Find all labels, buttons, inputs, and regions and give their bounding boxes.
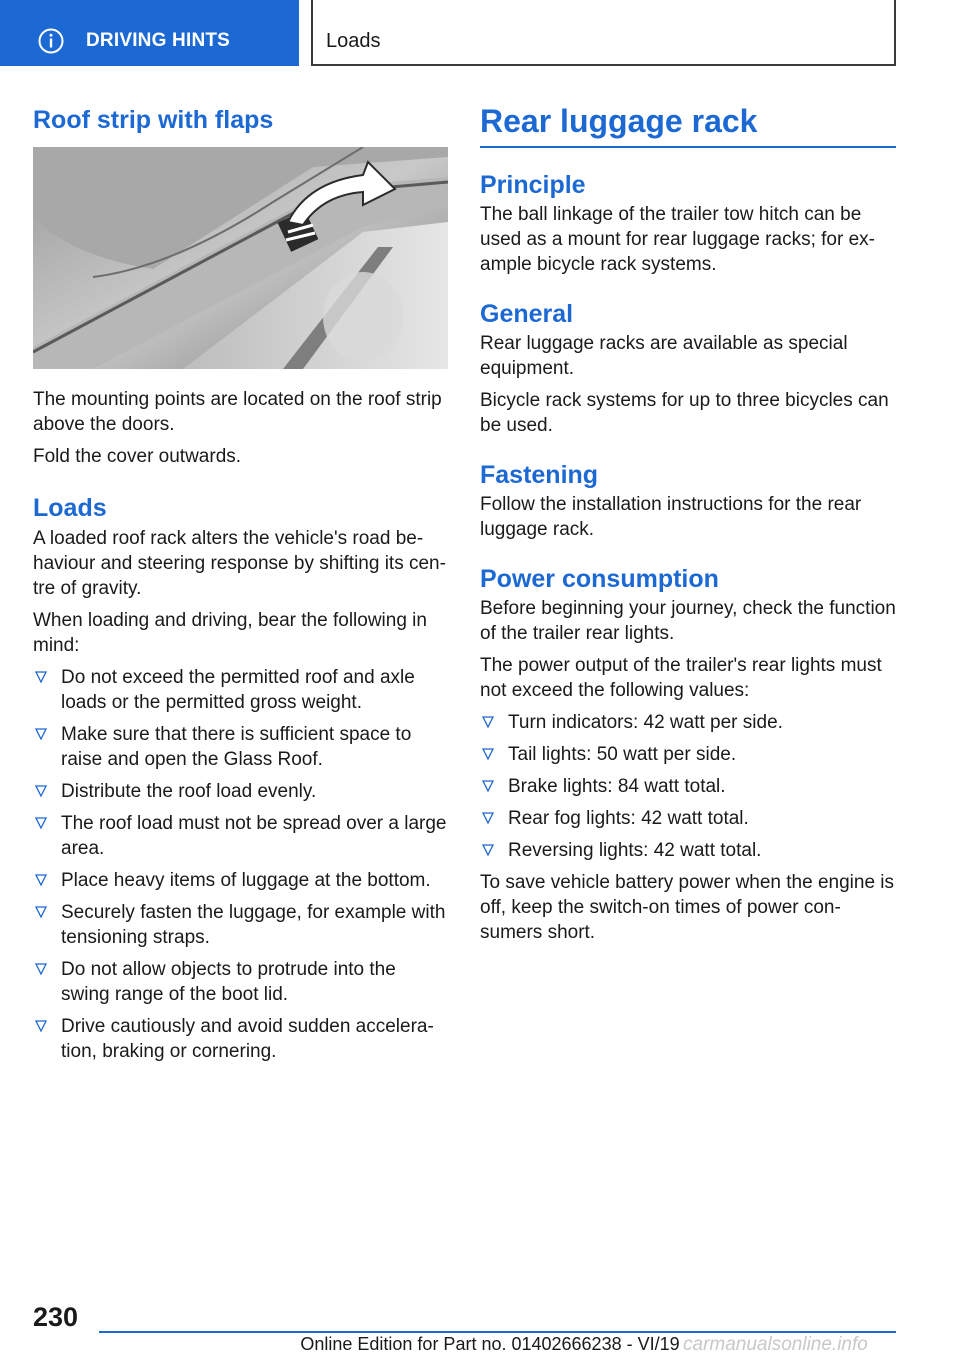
list-item: Securely fasten the luggage, for example with tensioning straps. [33, 900, 448, 950]
triangle-bullet-icon [35, 817, 47, 829]
footer-divider [99, 1331, 896, 1333]
list-item: Rear fog lights: 42 watt total. [480, 806, 896, 831]
triangle-bullet-icon [35, 728, 47, 740]
chapter-box [311, 0, 896, 66]
power-para-1: Before beginning your journey, check the function of the trailer rear lights. [480, 598, 896, 645]
triangle-bullet-icon [482, 716, 494, 728]
triangle-bullet-icon [482, 844, 494, 856]
page-number: 230 [33, 1302, 79, 1332]
fastening-para: Follow the installation instructions for the rear luggage rack. [480, 494, 862, 541]
loads-para-1: A loaded roof rack alters the vehicle's road behaviour and steering response by shifting its centre of gravity. [33, 528, 446, 599]
section-label: DRIVING HINTS [86, 30, 231, 51]
list-item: The roof load must not be spread over a large area. [33, 811, 448, 861]
list-item: Turn indicators: 42 watt per side. [480, 710, 896, 735]
section-tab[interactable] [0, 0, 299, 66]
list-item: Tail lights: 50 watt per side. [480, 742, 896, 767]
power-para-2: The power output of the trailer's rear lights must not exceed the following values: [480, 655, 882, 702]
list-item: Distribute the roof load evenly. [33, 779, 448, 804]
info-icon [38, 28, 64, 54]
general-para-2: Bicycle rack systems for up to three bicycles can be used. [480, 390, 889, 437]
fastening-heading: Fastening [480, 461, 599, 490]
list-item: Brake lights: 84 watt total. [480, 774, 896, 799]
page-header [0, 0, 960, 66]
list-item: Drive cautiously and avoid sudden acceleration, braking or cornering. [33, 1014, 448, 1064]
edition-footer: Online Edition for Part no. 01402666238 - VI/19 [300, 1334, 680, 1354]
loads-bullet-list [33, 665, 448, 1064]
roof-strip-para-1: The mounting points are located on the roof strip above the doors. [33, 389, 442, 435]
list-item: Reversing lights: 42 watt total. [480, 838, 896, 863]
watermark: carmanualsonline.info [683, 1334, 868, 1355]
triangle-bullet-icon [35, 906, 47, 918]
triangle-bullet-icon [482, 748, 494, 760]
general-para-1: Rear luggage racks are available as special equipment. [480, 333, 848, 380]
right-column [480, 100, 896, 945]
list-item: Do not exceed the permitted roof and axle loads or the permitted gross weight. [33, 665, 448, 715]
roof-strip-photo [33, 147, 448, 369]
triangle-bullet-icon [482, 780, 494, 792]
triangle-bullet-icon [35, 671, 47, 683]
general-heading: General [480, 300, 574, 329]
roof-strip-heading: Roof strip with flaps [33, 106, 274, 134]
triangle-bullet-icon [35, 874, 47, 886]
roof-strip-para-2: Fold the cover outwards. [33, 446, 242, 467]
chapter-label: Loads [326, 30, 381, 52]
triangle-bullet-icon [35, 1020, 47, 1032]
power-para-3: To save vehicle battery power when the engine is off, keep the switch-on times of power consumers short. [480, 872, 895, 944]
power-bullet-list [480, 710, 896, 863]
triangle-bullet-icon [35, 963, 47, 975]
power-consumption-heading: Power consumption [480, 565, 719, 594]
loads-heading: Loads [33, 494, 107, 522]
list-item: Make sure that there is sufficient space to raise and open the Glass Roof. [33, 722, 448, 772]
triangle-bullet-icon [35, 785, 47, 797]
list-item: Place heavy items of luggage at the bottom. [33, 868, 448, 893]
list-item: Do not allow objects to protrude into the swing range of the boot lid. [33, 957, 448, 1007]
triangle-bullet-icon [482, 812, 494, 824]
principle-heading: Principle [480, 171, 586, 200]
loads-para-2: When loading and driving, bear the following in mind: [33, 610, 427, 656]
left-column [33, 100, 448, 1064]
principle-para: The ball linkage of the trailer tow hitch can be used as a mount for rear luggage racks; for example bicycle rack systems. [480, 204, 875, 276]
rear-luggage-rack-heading: Rear luggage rack [480, 102, 896, 148]
